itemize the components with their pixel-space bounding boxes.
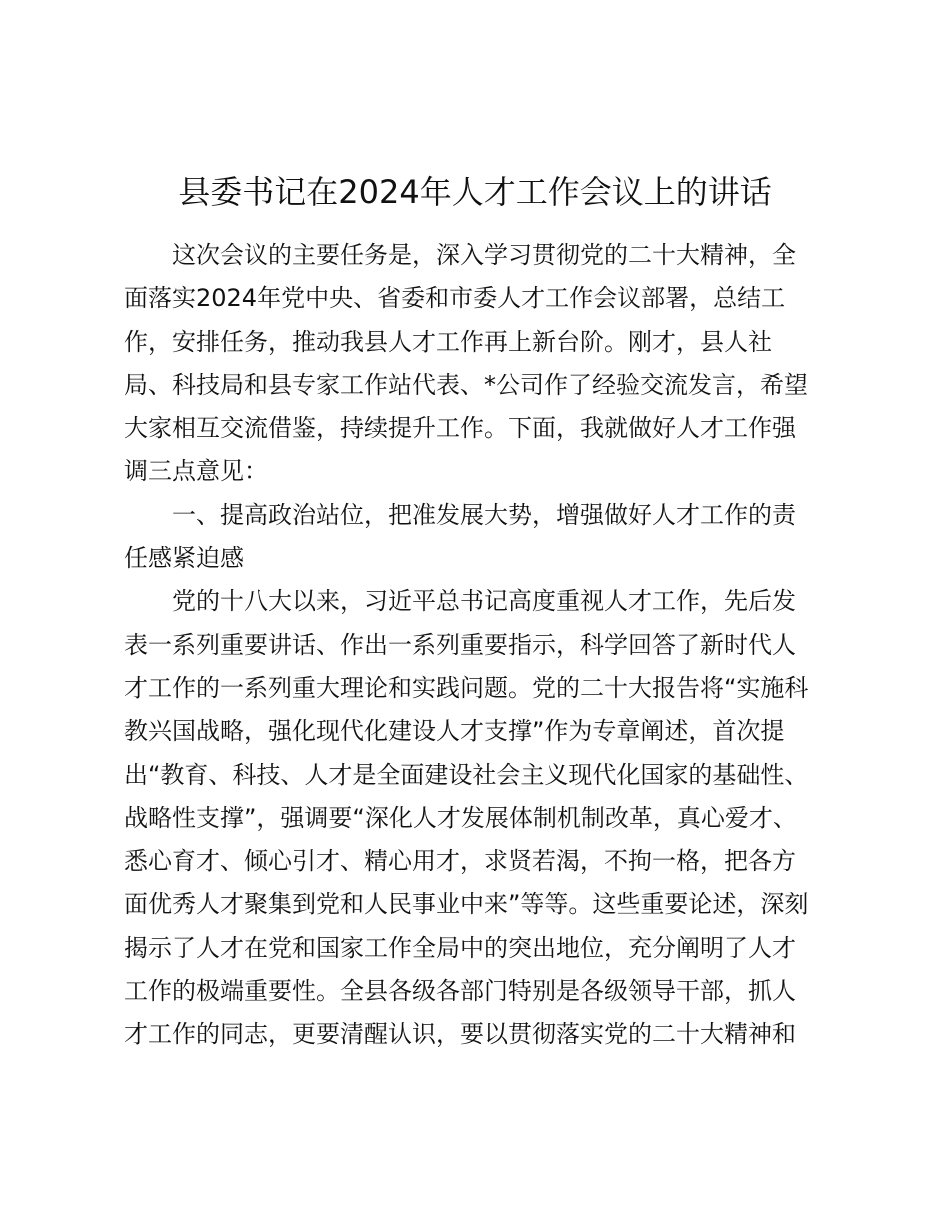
- paragraph-2-line-9: 揭示了人才在党和国家工作全局中的突出地位，充分阐明了人才: [124, 933, 796, 962]
- paragraph-1-line-5: 大家相互交流借鉴，持续提升工作。下面，我就做好人才工作强: [124, 414, 796, 443]
- paragraph-2-line-3: 才工作的一系列重大理论和实践问题。党的二十大报告将“实施科: [124, 673, 809, 702]
- paragraph-2-line-10: 工作的极端重要性。全县各级各部门特别是各级领导干部，抓人: [124, 977, 796, 1006]
- paragraph-1-line-6: 调三点意见：: [124, 457, 268, 486]
- paragraph-1-line-4: 局、科技局和县专家工作站代表、*公司作了经验交流发言，希望: [124, 370, 808, 399]
- paragraph-2-line-1: 党的十八大以来，习近平总书记高度重视人才工作，先后发: [172, 587, 796, 616]
- paragraph-2-line-6: 战略性支撑”，强调要“深化人才发展体制机制改革，真心爱才、: [124, 803, 797, 832]
- paragraph-2-line-5: 出“教育、科技、人才是全面建设社会主义现代化国家的基础性、: [124, 760, 809, 789]
- document-body: [124, 234, 836, 1057]
- section-heading-line-1: 一、提高政治站位，把准发展大势，增强做好人才工作的责: [172, 500, 796, 529]
- paragraph-2-line-2: 表一系列重要讲话、作出一系列重要指示，科学回答了新时代人: [124, 630, 796, 659]
- paragraph-1-line-3: 作，安排任务，推动我县人才工作再上新台阶。刚才，县人社: [124, 327, 772, 356]
- paragraph-2-line-8: 面优秀人才聚集到党和人民事业中来”等等。这些重要论述，深刻: [124, 890, 809, 919]
- paragraph-2-line-7: 悉心育才、倾心引才、精心用才，求贤若渴，不拘一格，把各方: [124, 847, 796, 876]
- paragraph-1-line-1: 这次会议的主要任务是，深入学习贯彻党的二十大精神，全: [172, 241, 796, 269]
- paragraph-2-line-4: 教兴国战略，强化现代化建设人才支撑”作为专章阐述，首次提: [124, 717, 785, 746]
- document-title: 县委书记在2024年人才工作会议上的讲话: [178, 173, 772, 211]
- section-heading-line-2: 任感紧迫感: [124, 544, 244, 573]
- paragraph-1-line-2: 面落实2024年党中央、省委和市委人才工作会议部署，总结工: [124, 284, 786, 313]
- paragraph-2-line-11: 才工作的同志，更要清醒认识，要以贯彻落实党的二十大精神和: [124, 1020, 796, 1049]
